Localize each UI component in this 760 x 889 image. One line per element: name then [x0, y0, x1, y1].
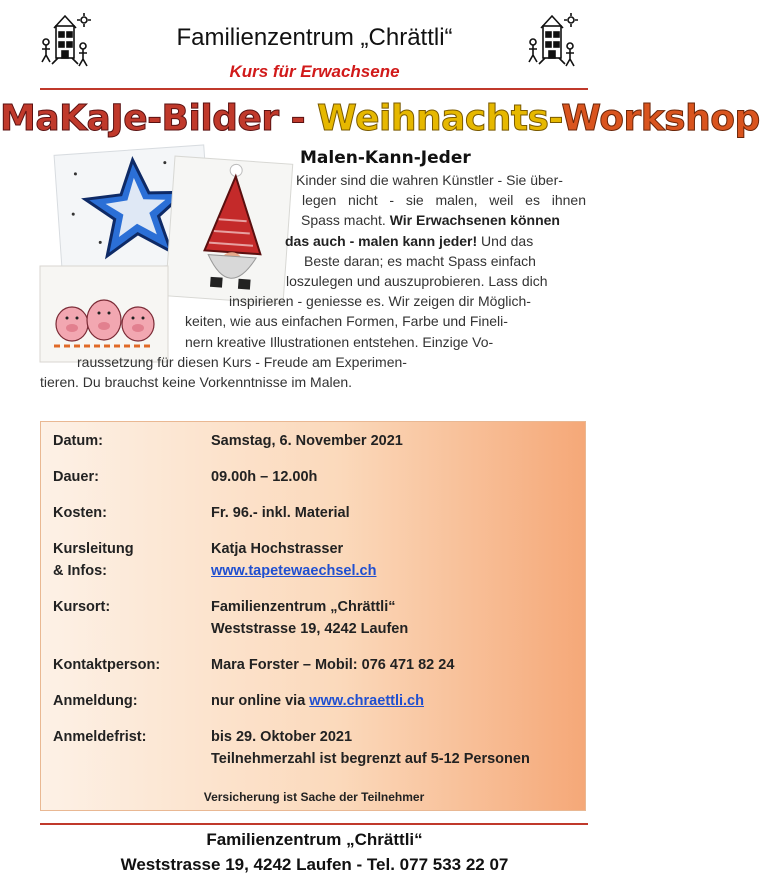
intro-line: tieren. Du brauchst keine Vorkenntnisse im Malen.	[40, 374, 353, 391]
intro-line: keiten, wie aus einfachen Formen, Farbe und Fineli-	[185, 313, 508, 330]
info-value: Teilnehmerzahl ist begrenzt auf 5-12 Personen	[211, 751, 530, 767]
info-label: Kursort:	[53, 599, 111, 615]
info-value: Familienzentrum „Chrättli“	[211, 599, 396, 615]
info-label: Anmeldefrist:	[53, 729, 147, 745]
insurance-note: Versicherung ist Sache der Teilnehmer	[203, 790, 425, 804]
instructor-website-link[interactable]: www.tapetewaechsel.ch	[211, 563, 377, 579]
info-value: Samstag, 6. November 2021	[211, 433, 403, 449]
headline-part-a: MaKaJe-Bilder	[0, 98, 279, 139]
info-label: Anmeldung:	[53, 693, 138, 709]
info-label: & Infos:	[53, 563, 107, 579]
headline-separator: -	[278, 98, 318, 139]
header-divider	[40, 88, 588, 90]
registration-website-link[interactable]: www.chraettli.ch	[309, 693, 424, 709]
footer-divider	[40, 823, 588, 825]
headline-part-c: Workshop	[561, 98, 760, 139]
info-value: bis 29. Oktober 2021	[211, 729, 353, 745]
footer-address: Weststrasse 19, 4242 Laufen - Tel. 077 533 22 07	[120, 855, 509, 874]
info-label: Datum:	[53, 433, 103, 449]
intro-line: nern kreative Illustrationen entstehen. Einzige Vo-	[185, 333, 494, 350]
info-label: Kontaktperson:	[53, 657, 161, 673]
info-value: nur online via	[211, 693, 310, 709]
org-title: Familienzentrum „Chrättli“	[176, 24, 453, 51]
info-value: Weststrasse 19, 4242 Laufen	[211, 621, 409, 637]
intro-line: inspirieren - geniesse es. Wir zeigen dir Möglich-	[229, 293, 531, 310]
course-subtitle: Kurs für Erwachsene	[229, 62, 400, 81]
headline-part-b: Weihnachts-	[317, 98, 562, 139]
tagline: Malen-Kann-Jeder	[300, 148, 471, 168]
intro-line: Spass macht. Wir Erwachsenen können	[301, 212, 560, 229]
intro-line: raussetzung für diesen Kurs - Freude am Experimen-	[77, 353, 407, 370]
intro-paragraph	[40, 170, 586, 392]
workshop-headline	[0, 98, 760, 139]
intro-line: loszulegen und auszuprobieren. Lass dich	[286, 273, 548, 290]
info-value: Mara Forster – Mobil: 076 471 82 24	[211, 657, 455, 673]
intro-line: Kinder sind die wahren Künstler - Sie über-	[296, 172, 563, 188]
info-value: Katja Hochstrasser	[211, 541, 344, 557]
footer-org-name: Familienzentrum „Chrättli“	[206, 830, 423, 849]
info-label: Kursleitung	[53, 541, 134, 557]
info-label: Dauer:	[53, 469, 99, 485]
course-info-box	[40, 421, 586, 811]
info-label: Kosten:	[53, 505, 107, 521]
intro-line: legen nicht - sie malen, weil es ihnen	[302, 192, 586, 209]
intro-line: Beste daran; es macht Spass einfach	[304, 252, 536, 269]
info-value: 09.00h – 12.00h	[211, 469, 318, 485]
info-value: Fr. 96.- inkl. Material	[211, 505, 350, 521]
intro-line: das auch - malen kann jeder! Und das	[285, 232, 534, 249]
